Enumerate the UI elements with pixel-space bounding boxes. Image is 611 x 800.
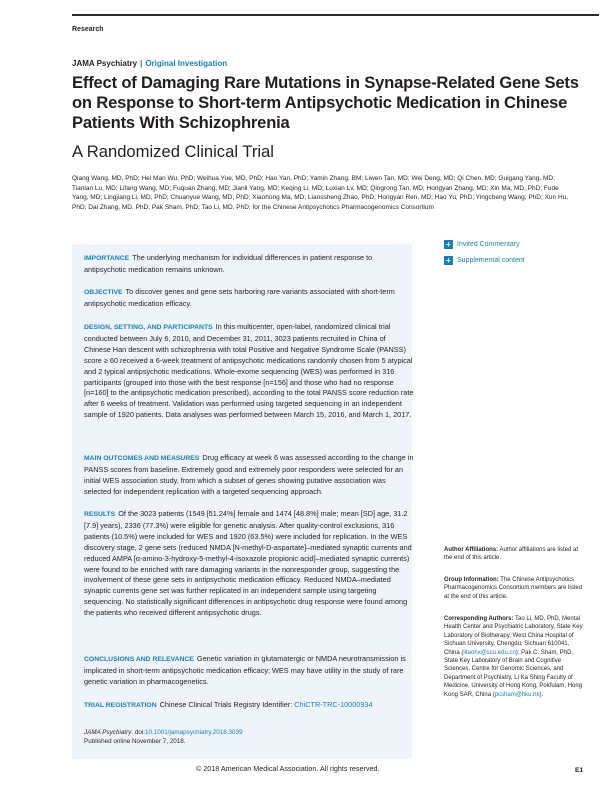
copyright-notice: © 2018 American Medical Association. All rights reserved. [196,764,380,773]
trial-id-link[interactable]: ChiCTR-TRC-10000934 [294,700,373,709]
objective-heading: OBJECTIVE [84,289,123,296]
trial-text: Chinese Clinical Trials Registry Identifier: [159,700,293,709]
plus-icon: + [444,256,453,265]
design-heading: DESIGN, SETTING, AND PARTICIPANTS [84,324,213,331]
doi-link[interactable]: 10.1001/jamapsychiatry.2018.3039 [145,729,243,736]
email-link-2[interactable]: pcsham@hku.hk [494,691,540,698]
corresponding-text-1: Tao Li, MD, PhD, Mental Health Center and Psychiatric Laboratory, State Key Laboratory of Biotherapy, West China Hospital of Sichuan University, Chengdu, Sichuan 610041, China ( [444,616,583,656]
results-text: Of the 3023 patients (1549 [51.24%] female and 1474 [48.8%] male; mean [SD] age, 31.2 [7.9] years), 2336 (77.3%) were eligible for genetic analysis. After quality-control exclusions, 316 patients (10.5%) were included for WES and 1920 (63.5%) were included for replication. In the WES discovery stage, 2 gene sets (reduced NMDA [N-methyl-D-aspartate]–mediated synaptic currents and reduced AMPA [α-amino-3-hydroxy-5-methyl-4-isoxazole propionic acid]–mediated synaptic currents) were found to be enriched with rare damaging variants in the nonresponder group, suggesting the involvement of these gene sets in antipsychotic medication efficacy. Reduced NMDA–mediated synaptic currents gene set was further replicated in an independent sample using targeting sequencing. No statistically significant differences in antipsychotic drug response were found among the patients who received different antipsychotic drugs. [84,509,412,618]
affiliations-text: Author affiliations are listed at the end of this article. [444,547,579,562]
corresponding-text-3: ). [539,691,544,698]
design-text: In this multicenter, open-label, randomized clinical trial conducted between July 6, 2010, and December 31, 2011, 3023 patients recruited in China of Chinese Han descent with schizophrenia with total Positive and Negative Syndrome Scale (PANSS) score ≥ 60 received a 6-week treatment of antipsychotic medications randomly chosen from 5 atypical and 2 typical antipsychotic medications. Whole-exome sequencing (WES) was performed in 316 participants (grouped into those with the best response [n=156] and those who had no response [n=160] to the antipsychotic medication prescribed), according to the total PANSS score reduction rate after 6 weeks of treatment. Validation was performed using targeted sequencing in an independent sample of 1920 patients. Data analyses was performed between March 15, 2016, and March 1, 2017. [84,322,414,420]
abstract-trial-registration [84,700,414,712]
citation-journal: JAMA Psychiatry [84,729,132,736]
citation [84,728,404,746]
plus-icon: + [444,240,453,249]
abstract-results [84,509,414,619]
invited-commentary-link[interactable] [444,240,520,249]
section-label: Research [72,26,104,33]
supplemental-content-link[interactable] [444,256,525,265]
abstract-design [84,322,414,421]
group-information [444,576,586,601]
corresponding-heading: Corresponding Authors: [444,616,514,622]
corresponding-text-2: ); Pak C. Sham, PhD, State Key Laboratory of Brain and Cognitive Sciences, Centre for Genomic Sciences, and Department of Psychiatry, Li Ka Shing Faculty of Medicine, University of Hong Kong, Pokfulam, Hong Kong SAR, China ( [444,649,583,698]
abstract-importance [84,253,414,276]
abstract-outcomes [84,453,414,498]
supplemental-content-label: Supplemental content [457,257,525,264]
abstract-conclusions [84,654,414,688]
affiliations-heading: Author Affiliations: [444,547,499,553]
conclusions-heading: CONCLUSIONS AND RELEVANCE [84,656,194,663]
group-info-heading: Group Information: [444,577,499,583]
abstract-box [72,244,412,759]
importance-text: The underlying mechanism for individual differences in patient response to antipsychotic medication remains unknown. [84,253,373,274]
article-type: Original Investigation [145,59,228,68]
abstract-objective [84,287,414,310]
journal-name: JAMA Psychiatry [72,59,138,68]
outcomes-heading: MAIN OUTCOMES AND MEASURES [84,455,200,462]
published-date: Published online November 7, 2018. [84,738,186,745]
page-number: E1 [575,767,584,774]
author-affiliations [444,546,586,563]
conclusions-text: Genetic variation in glutamatergic or NMDA neurotransmission is implicated in short-term antipsychotic medication efficacy; WES may have utility in the study of rare genetic variation in pharmacogenetics. [84,654,406,686]
citation-doi-prefix: . doi: [131,729,146,736]
results-heading: RESULTS [84,511,116,518]
top-rule [72,14,599,16]
invited-commentary-label: Invited Commentary [457,241,520,248]
outcomes-text: Drug efficacy at week 6 was assessed according to the change in PANSS scores from baseline. Extremely good and extremely poor responders were selected for an initial WES association study, from which a subset of genes showing putative association was selected for independent replication with a targeted sequencing approach. [84,453,414,496]
article-subtitle: A Randomized Clinical Trial [72,142,274,161]
email-link-1[interactable]: litaohx@scu.edu.cn [463,649,516,656]
journal-separator: | [140,59,143,68]
journal-line [72,59,227,68]
article-title: Effect of Damaging Rare Mutations in Synapse-Related Gene Sets on Response to Short-term Antipsychotic Medication in Chinese Patients With Schizophrenia [72,73,579,132]
author-list: Qiang Wang, MD, PhD; Hei Man Wu, PhD; Weihua Yue, MD, PhD; Hao Yan, PhD; Yamin Zhang, BM; Liwen Tan, MD; Wei Deng, MD; Qi Chen, MD; Guigang Yang, MD; Tianlan Lu, MD; Lifang Wang, MD; Fuquan Zhang, MD; Jianli Yang, MD; Keqing Li, MD; Luxian Lv, MD; Qingrong Tan, MD; Hongyan Zhang, MD; Xin Ma, MD, PhD; Fude Yang, MD; Lingjiang Li, MD, PhD; Chuanyue Wang, MD, PhD; Xiaohong Ma, MD; Lianssheng Zhao, PhD; Hongyan Ren, MD; Hao Yu, PhD; Yingcheng Wang, PhD; Xun Hu, PhD; Dai Zhang, MD, PhD; Pak Sham, PhD; Tao Li, MD, PhD; for the Chinese Antipsychotics Pharmacogenomics Consortium [72,175,569,211]
trial-heading: TRIAL REGISTRATION [84,702,157,709]
group-info-text: The Chinese Antipsychotics Pharmacogenomics Consortium members are listed at the end of this article. [444,577,583,600]
importance-heading: IMPORTANCE [84,255,130,262]
corresponding-authors [444,615,586,699]
objective-text: To discover genes and gene sets harboring rare variants associated with short-term antipsychotic medication efficacy. [84,287,395,308]
